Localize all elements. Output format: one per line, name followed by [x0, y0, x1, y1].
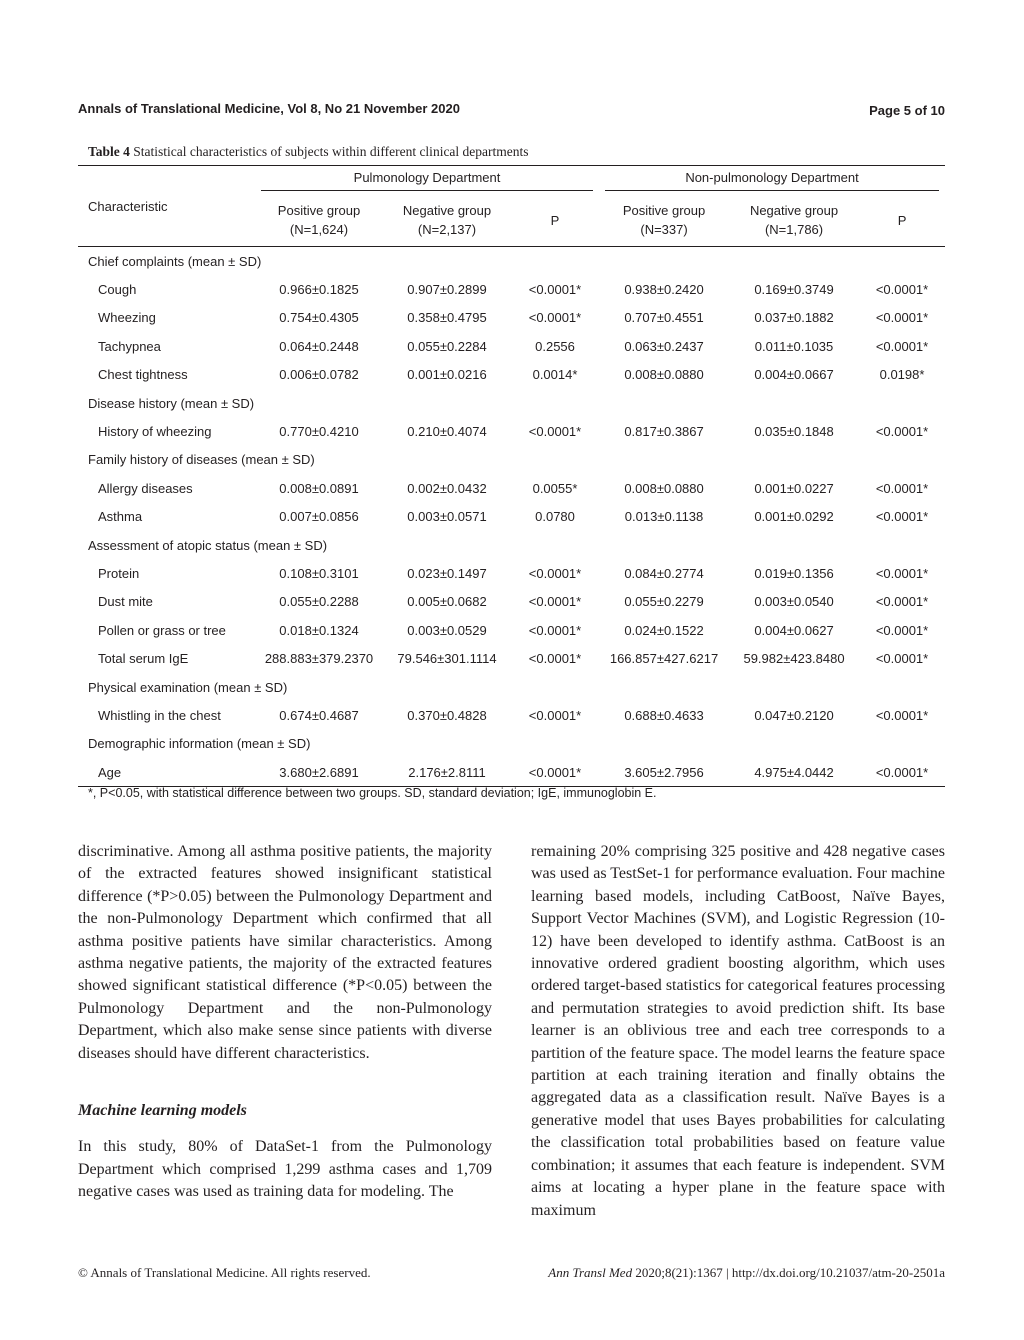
- table-cell: <0.0001*: [528, 594, 582, 610]
- row-label: Chest tightness: [98, 367, 188, 383]
- section-heading: Machine learning models: [78, 1102, 247, 1120]
- p-value-header: P: [859, 194, 945, 247]
- table-cell: 0.001±0.0216: [407, 367, 487, 383]
- table-cell: 288.883±379.2370: [264, 651, 374, 667]
- row-label: Age: [98, 764, 122, 780]
- table-cell: 0.008±0.0880: [624, 367, 704, 383]
- table-row: [78, 332, 945, 360]
- row-label: Cough: [98, 282, 137, 298]
- table-row: [78, 417, 945, 445]
- table-cell: 0.004±0.0627: [754, 622, 834, 638]
- table-row: [78, 559, 945, 587]
- table-cell: 0.064±0.2448: [279, 338, 359, 354]
- page-number: Page 5 of 10: [869, 103, 945, 118]
- table-caption-label: Table 4: [88, 144, 130, 159]
- positive-group-header: [599, 194, 729, 247]
- table-cell: 3.605±2.7956: [624, 764, 704, 780]
- citation-details: 2020;8(21):1367 | http://dx.doi.org/10.21037/atm-20-2501a: [632, 1265, 945, 1280]
- header-line: Positive group: [622, 203, 706, 218]
- section-title: Physical examination (mean ± SD): [88, 679, 288, 695]
- citation-journal: Ann Transl Med: [548, 1265, 633, 1280]
- positive-group-header: [255, 194, 383, 247]
- table-section-row: [78, 247, 945, 276]
- data-table-container: [78, 165, 945, 787]
- header-line: Positive group: [277, 203, 361, 218]
- table-cell: <0.0001*: [875, 707, 929, 723]
- table-cell: 0.001±0.0227: [754, 480, 834, 496]
- table-cell: 0.169±0.3749: [754, 282, 834, 298]
- table-cell: 0.008±0.0891: [279, 480, 359, 496]
- group-header-pulmonology: [255, 166, 599, 195]
- table-cell: 0.770±0.4210: [279, 424, 359, 440]
- table-cell: <0.0001*: [875, 310, 929, 326]
- paragraph: discriminative. Among all asthma positive patients, the majority of the extracted features showed insignificant statistical difference (*P>0.05) between the Pulmonology Department and the non-Pulmonology Department which confirmed that all asthma positive patients have similar characteristics. Among asthma negative patients, the majority of the extracted features showed significant statistical difference (*P<0.05) between the Pulmonology Department and the non-Pulmonology Department, which also make sense since patients with diverse diseases should have different characteristics.: [78, 843, 492, 1062]
- table-cell: 0.817±0.3867: [624, 424, 704, 440]
- table-cell: <0.0001*: [875, 651, 929, 667]
- table-cell: <0.0001*: [875, 594, 929, 610]
- table-cell: 0.001±0.0292: [754, 509, 834, 525]
- table-cell: 0.0014*: [532, 367, 578, 383]
- table-cell: <0.0001*: [875, 424, 929, 440]
- journal-header: Annals of Translational Medicine, Vol 8, No 21 November 2020: [78, 101, 460, 116]
- negative-group-header: [383, 194, 511, 247]
- table-cell: 0.047±0.2120: [754, 707, 834, 723]
- table-cell: 0.037±0.1882: [754, 310, 834, 326]
- table-cell: <0.0001*: [528, 310, 582, 326]
- table-cell: <0.0001*: [528, 764, 582, 780]
- section-title: Demographic information (mean ± SD): [88, 736, 311, 752]
- table-cell: 166.857±427.6217: [609, 651, 719, 667]
- row-label: Dust mite: [98, 594, 153, 610]
- table-row: [78, 503, 945, 531]
- table-cell: <0.0001*: [528, 282, 582, 298]
- table-cell: 0.754±0.4305: [279, 310, 359, 326]
- table-cell: 0.023±0.1497: [407, 565, 487, 581]
- table-cell: 0.2556: [535, 338, 575, 354]
- header-line: (N=2,137): [417, 222, 477, 237]
- table-cell: 2.176±2.8111: [408, 764, 486, 780]
- table-cell: <0.0001*: [875, 764, 929, 780]
- table-cell: 0.004±0.0667: [754, 367, 834, 383]
- table-cell: 0.210±0.4074: [407, 424, 487, 440]
- table-cell: 0.707±0.4551: [624, 310, 704, 326]
- table-row: [78, 361, 945, 389]
- table-caption: [88, 144, 529, 160]
- table-cell: <0.0001*: [875, 282, 929, 298]
- header-line: (N=1,786): [764, 222, 824, 237]
- table-cell: <0.0001*: [875, 480, 929, 496]
- table-section-row: [78, 730, 945, 758]
- table-cell: <0.0001*: [528, 707, 582, 723]
- table-cell: 0.008±0.0880: [624, 480, 704, 496]
- row-label: Total serum IgE: [98, 651, 189, 667]
- group-header-non-pulmonology: [599, 166, 945, 195]
- p-value-header: P: [511, 194, 599, 247]
- table-cell: 0.003±0.0529: [407, 622, 487, 638]
- table-cell: 0.0198*: [879, 367, 925, 383]
- table-cell: 0.907±0.2899: [407, 282, 487, 298]
- body-column-right: [531, 841, 945, 1222]
- table-footnote: *, P<0.05, with statistical difference between two groups. SD, standard deviation; IgE, immunoglobin E.: [88, 786, 657, 800]
- section-title: Assessment of atopic status (mean ± SD): [88, 537, 328, 553]
- table-cell: 0.055±0.2279: [624, 594, 704, 610]
- table-cell: 0.018±0.1324: [279, 622, 359, 638]
- header-line: (N=337): [640, 222, 688, 237]
- table-cell: <0.0001*: [875, 565, 929, 581]
- table-cell: 0.063±0.2437: [624, 338, 704, 354]
- table-cell: 0.003±0.0540: [754, 594, 834, 610]
- table-cell: 0.011±0.1035: [754, 338, 834, 354]
- table-cell: <0.0001*: [528, 565, 582, 581]
- table-cell: 0.024±0.1522: [624, 622, 704, 638]
- table-cell: 0.358±0.4795: [407, 310, 487, 326]
- table-cell: 0.007±0.0856: [279, 509, 359, 525]
- row-label: Whistling in the chest: [98, 707, 221, 723]
- table-cell: <0.0001*: [528, 424, 582, 440]
- table-section-row: [78, 389, 945, 417]
- table-cell: <0.0001*: [875, 338, 929, 354]
- section-title: Chief complaints (mean ± SD): [88, 253, 262, 269]
- header-line: (N=1,624): [289, 222, 349, 237]
- row-label: Tachypnea: [98, 338, 161, 354]
- header-line: Negative group: [402, 203, 492, 218]
- table-row: [78, 758, 945, 787]
- section-title: Family history of diseases (mean ± SD): [88, 452, 315, 468]
- table-cell: 0.0055*: [532, 480, 578, 496]
- characteristic-header: Characteristic: [78, 166, 255, 247]
- table-cell: 3.680±2.6891: [279, 764, 359, 780]
- paragraph: In this study, 80% of DataSet-1 from the Pulmonology Department which comprised 1,299 asthma cases and 1,709 negative cases was used as training data for modeling. The: [78, 1138, 492, 1201]
- table-cell: 0.003±0.0571: [407, 509, 487, 525]
- table-cell: 0.002±0.0432: [407, 480, 487, 496]
- table-cell: 0.966±0.1825: [279, 282, 359, 298]
- group-header-non-pulmonology-label: Non-pulmonology Department: [605, 170, 939, 191]
- table-row: [78, 701, 945, 729]
- data-table: [78, 165, 945, 787]
- row-label: Pollen or grass or tree: [98, 622, 226, 638]
- table-cell: 0.108±0.3101: [279, 565, 359, 581]
- row-label: History of wheezing: [98, 424, 212, 440]
- table-cell: 0.005±0.0682: [407, 594, 487, 610]
- row-label: Allergy diseases: [98, 480, 193, 496]
- table-cell: <0.0001*: [528, 622, 582, 638]
- negative-group-header: [729, 194, 859, 247]
- table-cell: 0.938±0.2420: [624, 282, 704, 298]
- table-body: [78, 247, 945, 787]
- footer-citation: [548, 1265, 945, 1281]
- table-cell: <0.0001*: [875, 509, 929, 525]
- table-caption-text: Statistical characteristics of subjects within different clinical departments: [133, 144, 529, 159]
- table-cell: 0.084±0.2774: [624, 565, 704, 581]
- table-cell: 0.035±0.1848: [754, 424, 834, 440]
- table-cell: <0.0001*: [528, 651, 582, 667]
- row-label: Protein: [98, 565, 140, 581]
- table-row: [78, 644, 945, 672]
- table-cell: 0.055±0.2284: [407, 338, 487, 354]
- table-cell: 0.370±0.4828: [407, 707, 487, 723]
- table-row: [78, 588, 945, 616]
- table-cell: 0.0780: [535, 509, 575, 525]
- table-cell: 0.006±0.0782: [279, 367, 359, 383]
- group-header-pulmonology-label: Pulmonology Department: [261, 170, 593, 191]
- row-label: Wheezing: [98, 310, 156, 326]
- table-cell: 0.055±0.2288: [279, 594, 359, 610]
- paragraph: remaining 20% comprising 325 positive and 428 negative cases was used as TestSet-1 for performance evaluation. Four machine learning based models, including CatBoost, Naïve Bayes, Support Vector Machines (SVM), and Logistic Regression (10-12) have been developed to identify asthma. CatBoost is an innovative ordered gradient boosting algorithm, which uses ordered target-based statistics for categorical features processing and permutation strategies to avoid prediction shift. Its base learner is an oblivious tree and each tree corresponds to a partition of the feature space. The model learns the feature space partition at each training iteration and finally obtains the aggregated data as a classification result. Naïve Bayes is a generative model that uses Bayes probabilities for calculating the classification total probabilities based on feature value combination; it assumes that each feature is independent. SVM aims at locating a hyper plane in the feature space with maximum: [531, 843, 946, 1219]
- table-row: [78, 275, 945, 303]
- row-label: Asthma: [98, 509, 143, 525]
- table-section-row: [78, 531, 945, 559]
- header-line: Negative group: [749, 203, 839, 218]
- table-section-row: [78, 446, 945, 474]
- table-cell: 59.982±423.8480: [743, 651, 845, 667]
- footer-copyright: © Annals of Translational Medicine. All rights reserved.: [78, 1265, 371, 1280]
- table-row: [78, 616, 945, 644]
- table-cell: 0.674±0.4687: [279, 707, 359, 723]
- table-cell: 0.688±0.4633: [624, 707, 704, 723]
- table-cell: 0.019±0.1356: [754, 565, 834, 581]
- table-cell: <0.0001*: [875, 622, 929, 638]
- section-title: Disease history (mean ± SD): [88, 395, 255, 411]
- table-cell: 4.975±4.0442: [754, 764, 834, 780]
- body-column-left: [78, 841, 492, 1204]
- table-section-row: [78, 673, 945, 701]
- table-cell: 0.013±0.1138: [624, 509, 704, 525]
- table-row: [78, 474, 945, 502]
- table-cell: 79.546±301.1114: [397, 651, 497, 667]
- table-row: [78, 304, 945, 332]
